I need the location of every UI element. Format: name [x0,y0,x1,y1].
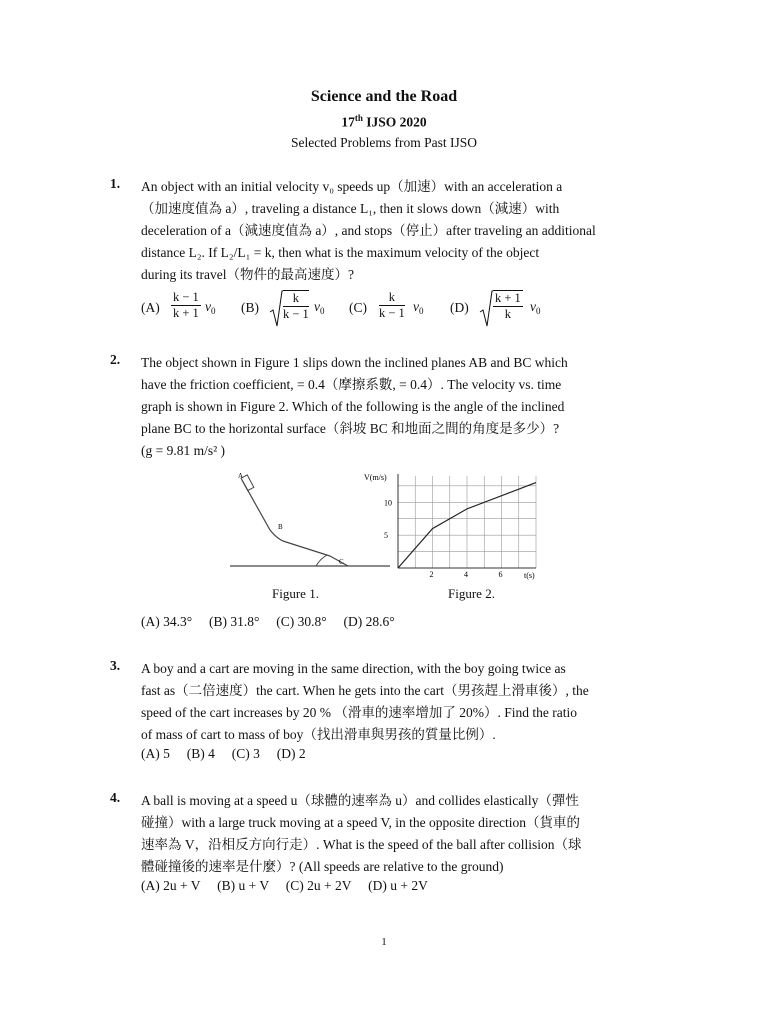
figure-2-velocity-time-chart [356,462,548,582]
question-line: during its travel（物件的最高速度）? [141,267,354,282]
question-2-options: (A) 34.3° (B) 31.8° (C) 30.8° (D) 28.6° [141,614,395,629]
option-d-label: (D) [450,300,469,315]
option-a-label: (A) [141,300,160,315]
fraction-denominator: k + 1 [173,306,199,320]
option-a-velocity [205,299,216,315]
fraction-numerator: k − 1 [173,290,199,304]
sqrt-sign-icon [479,290,493,328]
option-c-fraction [379,290,405,321]
question-number: 2. [110,352,121,367]
question-line: A ball is moving at a speed u（球體的速率為 u）and collides elastically（彈性 [141,793,579,808]
question-number: 1. [110,176,121,191]
question-line: (g = 9.81 m/s² ) [141,443,226,458]
question-line: fast as（二倍速度）the cart. When he gets into the cart（男孩趕上滑車後）, the [141,683,589,698]
sqrt-sign-icon [269,290,283,328]
question-text [141,790,661,878]
velocity-symbol: v [530,299,536,314]
velocity-subscript: 0 [211,306,216,316]
question-line: 體碰撞後的速率是什麼）? (All speeds are relative to the ground) [141,859,504,874]
option-b-label: (B) [241,300,259,315]
subtitle-text: IJSO 2020 [362,114,427,130]
figure-1-caption: Figure 1. [272,586,319,601]
y-tick-label: 10 [384,498,392,508]
question-line: speed of the cart increases by 20 % （滑車的速率增加了 20%）. Find the ratio [141,705,578,720]
page-title: Science and the Road [310,88,458,105]
page-subtitle [0,113,768,131]
option-b-fraction [283,290,309,322]
velocity-symbol: v [205,299,211,314]
question-line: of mass of cart to mass of boy（找出滑車與男孩的質量比例）. [141,727,496,742]
y-tick-label: 5 [384,531,388,541]
x-tick-label: 6 [498,570,503,579]
option-a-fraction [171,290,201,321]
question-line: 碰撞）with a large truck moving at a speed V, in the opposite direction（貨車的 [141,815,581,830]
velocity-symbol: v [413,299,419,314]
point-c-label: C [339,558,344,566]
subtitle-number: 17 [341,114,355,130]
fraction-numerator: k + 1 [495,291,521,305]
question-line: A boy and a cart are moving in the same direction, with the boy going twice as [141,661,566,676]
velocity-subscript: 0 [419,306,424,316]
option-d-fraction [493,290,523,322]
question-line: 速率為 V，沿相反方向行走）. What is the speed of the ball after collision（球 [141,837,582,852]
velocity-subscript: 0 [536,306,541,316]
x-axis-label: t(s) [524,571,535,580]
question-number: 3. [110,658,121,673]
question-text [141,176,661,286]
velocity-symbol: v [314,299,320,314]
subtitle-superscript: th [354,113,363,123]
fraction-denominator: k − 1 [283,307,309,321]
incline-ab-bc-path [242,480,330,556]
question-text [141,352,661,462]
question-line: have the friction coefficient, = 0.4（摩擦系數, = 0.4）. The velocity vs. time [141,377,562,392]
point-b-label: B [278,523,283,531]
figure-2-caption: Figure 2. [448,586,495,601]
fraction-numerator: k [379,290,405,306]
question-1-options [141,290,561,330]
page-subtitle-secondary: Selected Problems from Past IJSO [291,135,477,150]
question-line: graph is shown in Figure 2. Which of the following is the angle of the inclined [141,399,565,414]
question-4-options: (A) 2u + V (B) u + V (C) 2u + 2V (D) u + 2V [141,878,428,893]
fraction-denominator: k [504,307,512,321]
point-a-label: A [238,472,244,480]
question-number: 4. [110,790,121,805]
question-line: distance L₂. If L₂/L₁ = k, then what is the maximum velocity of the object [141,245,540,260]
page-number: 1 [381,936,387,948]
y-axis-label: V(m/s) [364,473,387,482]
question-line: An object with an initial velocity v₀ speeds up（加速）with an acceleration a [141,179,563,194]
option-b-velocity [314,299,325,315]
option-c-velocity [413,299,424,315]
chart-tick-labels [384,498,503,579]
x-tick-label: 4 [464,570,468,579]
question-3-options: (A) 5 (B) 4 (C) 3 (D) 2 [141,746,306,761]
question-line: （加速度值為 a）, traveling a distance L₁, then it slows down（減速）with [141,201,560,216]
question-line: deceleration of a（減速度值為 a）, and stops（停止）after traveling an additional [141,223,596,238]
option-d-velocity [530,299,541,315]
x-tick-label: 2 [429,570,434,579]
angle-arc [316,555,327,566]
fraction-numerator: k [283,291,309,307]
fraction-denominator: k − 1 [379,306,405,320]
option-c-label: (C) [349,300,367,315]
question-line: plane BC to the horizontal surface（斜坡 BC 和地面之間的角度是多少）? [141,421,560,436]
chart-grid [398,476,536,568]
question-line: The object shown in Figure 1 slips down the inclined planes AB and BC which [141,355,568,370]
question-text [141,658,661,746]
velocity-subscript: 0 [320,306,325,316]
